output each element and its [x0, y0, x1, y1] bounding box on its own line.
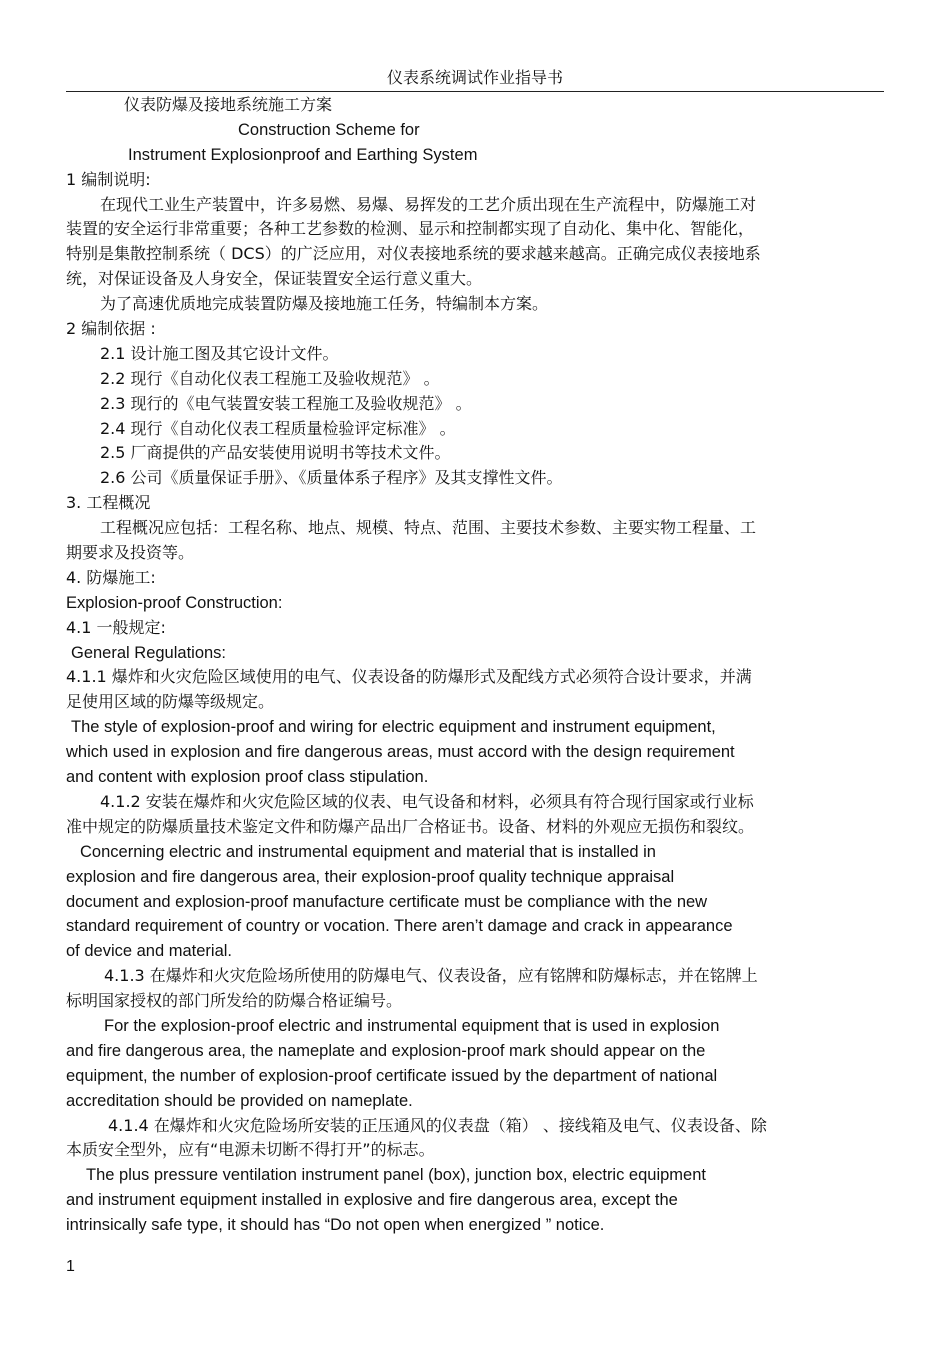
list-item: 2.6 公司《质量保证手册》、《质量体系子程序》及其支撑性文件。	[100, 468, 563, 488]
document-body	[66, 93, 882, 1238]
paragraph-line: 统，对保证设备及人身安全，保证装置安全运行意义重大。	[66, 269, 483, 289]
paragraph-line-english: standard requirement of country or vocation. There aren’t damage and crack in appearance	[66, 917, 733, 936]
section-heading: 4. 防爆施工:	[66, 567, 156, 587]
paragraph-line-english: which used in explosion and fire dangerous areas, must accord with the design requirement	[66, 743, 735, 762]
paragraph-line: 工程概况应包括：工程名称、地点、规模、特点、范围、主要技术参数、主要实物工程量、工	[100, 518, 757, 538]
section-heading-english: Explosion-proof Construction:	[66, 593, 283, 612]
section-heading: 1 编制说明:	[66, 169, 151, 189]
paragraph-line: 特别是集散控制系统（ DCS）的广泛应用，对仪表接地系统的要求越来越高。正确完成仪表接地系	[66, 244, 761, 264]
paragraph-line-english: and fire dangerous area, the nameplate and explosion-proof mark should appear on the	[66, 1041, 706, 1060]
paragraph-line: 本质安全型外，应有“电源未切断不得打开”的标志。	[66, 1140, 435, 1160]
paragraph-line: 4.1.3 在爆炸和火灾危险场所使用的防爆电气、仪表设备，应有铭牌和防爆标志，并在铭牌上	[104, 966, 758, 986]
paragraph-line-english: document and explosion-proof manufacture certificate must be compliance with the new	[66, 892, 708, 911]
paragraph-line-english: and instrument equipment installed in explosive and fire dangerous area, except the	[66, 1191, 678, 1210]
page-number: 1	[66, 1258, 75, 1275]
paragraph-line: 标明国家授权的部门所发给的防爆合格证编号。	[66, 991, 403, 1011]
list-item: 2.4 现行《自动化仪表工程质量检验评定标准》 。	[100, 418, 456, 438]
paragraph-line: 4.1.1 爆炸和火灾危险区域使用的电气、仪表设备的防爆形式及配线方式必须符合设计要求，并满	[66, 667, 752, 687]
section-heading: 2 编制依据 :	[66, 319, 156, 339]
paragraph-line-english: and content with explosion proof class stipulation.	[66, 768, 429, 787]
list-item: 2.3 现行的《电气装置安装工程施工及验收规范》 。	[100, 393, 472, 413]
paragraph-line: 足使用区域的防爆等级规定。	[66, 692, 275, 712]
paragraph-line: 4.1.4 在爆炸和火灾危险场所安装的正压通风的仪表盘（箱） 、接线箱及电气、仪表设备、除	[108, 1115, 767, 1135]
paragraph-line-english: Concerning electric and instrumental equipment and material that is installed in	[80, 842, 656, 861]
list-item: 2.2 现行《自动化仪表工程施工及验收规范》 。	[100, 368, 440, 388]
paragraph-line-english: explosion and fire dangerous area, their explosion-proof quality technique appraisal	[66, 867, 675, 886]
paragraph-line: 为了高速优质地完成装置防爆及接地施工任务，特编制本方案。	[100, 294, 549, 314]
paragraph-line: 准中规定的防爆质量技术鉴定文件和防爆产品出厂合格证书。设备、材料的外观应无损伤和裂纹。	[66, 816, 755, 836]
title-chinese: 仪表防爆及接地系统施工方案	[124, 95, 333, 114]
paragraph-line-english: The style of explosion-proof and wiring for electric equipment and instrument equipment,	[71, 718, 716, 737]
paragraph-line: 装置的安全运行非常重要；各种工艺参数的检测、显示和控制都实现了自动化、集中化、智能化，	[66, 219, 755, 239]
list-item: 2.1 设计施工图及其它设计文件。	[100, 343, 339, 363]
paragraph-line: 4.1.2 安装在爆炸和火灾危险区域的仪表、电气设备和材料，必须具有符合现行国家或行业标	[100, 791, 754, 811]
page-header: 仪表系统调试作业指导书	[386, 68, 563, 87]
paragraph-line-english: of device and material.	[66, 942, 233, 961]
list-item: 2.5 厂商提供的产品安装使用说明书等技术文件。	[100, 443, 451, 463]
paragraph-line-english: The plus pressure ventilation instrument panel (box), junction box, electric equipment	[86, 1166, 706, 1185]
header-divider	[66, 91, 884, 92]
subsection-heading-english: General Regulations:	[71, 643, 227, 662]
subsection-heading: 4.1 一般规定:	[66, 617, 166, 637]
paragraph-line-english: intrinsically safe type, it should has “Do not open when energized ” notice.	[66, 1216, 605, 1235]
title-english-line1: Construction Scheme for	[238, 120, 420, 139]
paragraph-line: 期要求及投资等。	[66, 543, 195, 563]
paragraph-line-english: For the explosion-proof electric and instrumental equipment that is used in explosion	[104, 1016, 720, 1035]
paragraph-line-english: equipment, the number of explosion-proof certificate issued by the department of national	[66, 1066, 718, 1085]
section-heading: 3. 工程概况	[66, 493, 151, 513]
title-english-line2: Instrument Explosionproof and Earthing System	[128, 145, 478, 164]
paragraph-line-english: accreditation should be provided on nameplate.	[66, 1091, 413, 1110]
paragraph-line: 在现代工业生产装置中，许多易燃、易爆、易挥发的工艺介质出现在生产流程中，防爆施工对	[100, 194, 757, 214]
